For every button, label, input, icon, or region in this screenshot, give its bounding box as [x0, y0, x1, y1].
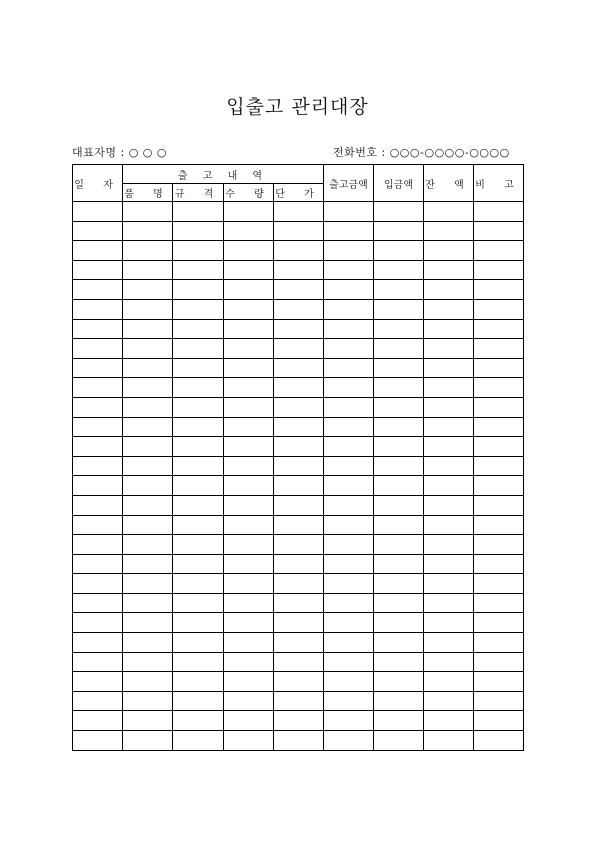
table-cell: [374, 731, 424, 751]
table-cell: [424, 260, 474, 280]
table-cell: [173, 241, 224, 261]
table-cell: [123, 260, 173, 280]
table-row: [73, 241, 524, 261]
table-cell: [374, 299, 424, 319]
table-row: [73, 397, 524, 417]
table-cell: [424, 495, 474, 515]
table-cell: [324, 574, 374, 594]
table-cell: [474, 319, 524, 339]
table-cell: [274, 495, 324, 515]
table-cell: [424, 319, 474, 339]
table-row: [73, 358, 524, 378]
table-cell: [123, 221, 173, 241]
table-cell: [424, 202, 474, 222]
table-cell: [224, 691, 274, 711]
table-cell: [73, 495, 123, 515]
header-date: 일 자: [73, 165, 123, 202]
table-cell: [274, 319, 324, 339]
table-row: [73, 437, 524, 457]
table-cell: [73, 241, 123, 261]
table-row: [73, 260, 524, 280]
table-cell: [173, 535, 224, 555]
table-cell: [123, 358, 173, 378]
table-cell: [424, 456, 474, 476]
table-cell: [224, 299, 274, 319]
table-cell: [324, 397, 374, 417]
table-cell: [374, 280, 424, 300]
table-cell: [374, 437, 424, 457]
phone-number: 전화번호 : ○○○-○○○○-○○○○: [333, 146, 510, 159]
table-cell: [324, 456, 374, 476]
table-cell: [474, 535, 524, 555]
table-cell: [73, 593, 123, 613]
table-cell: [73, 202, 123, 222]
table-cell: [123, 515, 173, 535]
table-cell: [173, 221, 224, 241]
table-cell: [73, 652, 123, 672]
table-cell: [374, 495, 424, 515]
table-cell: [73, 378, 123, 398]
table-cell: [374, 358, 424, 378]
table-cell: [474, 495, 524, 515]
table-cell: [123, 241, 173, 261]
header-outgoing-amount: 출고금액: [324, 165, 374, 202]
table-cell: [224, 554, 274, 574]
table-cell: [374, 456, 424, 476]
table-row: [73, 319, 524, 339]
table-cell: [224, 593, 274, 613]
table-cell: [424, 593, 474, 613]
table-cell: [224, 476, 274, 496]
table-row: [73, 456, 524, 476]
table-cell: [324, 613, 374, 633]
table-cell: [73, 613, 123, 633]
table-cell: [173, 319, 224, 339]
table-cell: [73, 417, 123, 437]
table-cell: [123, 652, 173, 672]
table-cell: [123, 417, 173, 437]
table-cell: [374, 652, 424, 672]
table-cell: [224, 574, 274, 594]
table-cell: [424, 535, 474, 555]
table-cell: [474, 397, 524, 417]
table-cell: [324, 202, 374, 222]
table-cell: [224, 731, 274, 751]
header-item-name: 품 명: [123, 184, 173, 202]
table-cell: [224, 417, 274, 437]
table-cell: [324, 731, 374, 751]
table-cell: [424, 417, 474, 437]
table-cell: [324, 378, 374, 398]
table-cell: [173, 691, 224, 711]
table-row: [73, 593, 524, 613]
table-cell: [374, 476, 424, 496]
table-cell: [474, 574, 524, 594]
table-cell: [374, 574, 424, 594]
table-cell: [224, 319, 274, 339]
table-cell: [173, 633, 224, 653]
table-row: [73, 574, 524, 594]
table-row: [73, 672, 524, 692]
table-cell: [123, 672, 173, 692]
table-cell: [424, 731, 474, 751]
table-cell: [474, 672, 524, 692]
table-cell: [424, 691, 474, 711]
table-cell: [374, 339, 424, 359]
table-cell: [123, 397, 173, 417]
table-cell: [123, 202, 173, 222]
table-cell: [123, 711, 173, 731]
table-cell: [73, 299, 123, 319]
table-cell: [474, 221, 524, 241]
table-cell: [173, 397, 224, 417]
table-cell: [324, 535, 374, 555]
table-cell: [274, 652, 324, 672]
table-cell: [173, 711, 224, 731]
header-spec: 규 격: [173, 184, 224, 202]
table-row: [73, 495, 524, 515]
table-cell: [474, 652, 524, 672]
table-cell: [324, 339, 374, 359]
table-cell: [424, 378, 474, 398]
table-cell: [374, 260, 424, 280]
table-cell: [224, 339, 274, 359]
table-cell: [274, 378, 324, 398]
table-cell: [274, 554, 324, 574]
table-cell: [424, 241, 474, 261]
table-cell: [424, 652, 474, 672]
table-cell: [173, 593, 224, 613]
table-cell: [424, 574, 474, 594]
table-row: [73, 731, 524, 751]
table-cell: [274, 260, 324, 280]
table-cell: [324, 319, 374, 339]
table-row: [73, 378, 524, 398]
representative-name: 대표자명 : ○ ○ ○: [72, 146, 167, 159]
table-cell: [173, 672, 224, 692]
table-cell: [474, 241, 524, 261]
table-cell: [224, 221, 274, 241]
table-cell: [274, 731, 324, 751]
table-row: [73, 280, 524, 300]
table-cell: [73, 437, 123, 457]
table-cell: [274, 339, 324, 359]
table-cell: [173, 358, 224, 378]
table-cell: [224, 633, 274, 653]
table-cell: [224, 202, 274, 222]
table-cell: [224, 495, 274, 515]
table-cell: [374, 397, 424, 417]
table-cell: [324, 299, 374, 319]
table-cell: [224, 515, 274, 535]
table-cell: [474, 299, 524, 319]
table-cell: [173, 554, 224, 574]
table-cell: [274, 633, 324, 653]
table-cell: [274, 515, 324, 535]
table-cell: [374, 241, 424, 261]
table-cell: [224, 241, 274, 261]
table-cell: [274, 202, 324, 222]
table-cell: [123, 437, 173, 457]
table-row: [73, 476, 524, 496]
table-cell: [224, 280, 274, 300]
table-cell: [374, 633, 424, 653]
table-cell: [474, 378, 524, 398]
table-cell: [274, 593, 324, 613]
table-cell: [424, 515, 474, 535]
table-cell: [123, 280, 173, 300]
table-cell: [374, 417, 424, 437]
table-cell: [424, 711, 474, 731]
table-cell: [424, 280, 474, 300]
table-cell: [424, 476, 474, 496]
table-cell: [173, 339, 224, 359]
table-cell: [274, 691, 324, 711]
table-cell: [274, 280, 324, 300]
table-cell: [73, 260, 123, 280]
table-cell: [424, 299, 474, 319]
table-cell: [224, 711, 274, 731]
table-row: [73, 535, 524, 555]
table-cell: [123, 319, 173, 339]
table-cell: [274, 221, 324, 241]
table-cell: [374, 711, 424, 731]
table-cell: [374, 202, 424, 222]
table-cell: [424, 221, 474, 241]
table-cell: [374, 672, 424, 692]
table-cell: [474, 633, 524, 653]
table-cell: [73, 633, 123, 653]
table-cell: [424, 397, 474, 417]
table-row: [73, 691, 524, 711]
table-cell: [224, 397, 274, 417]
table-cell: [73, 731, 123, 751]
table-cell: [324, 495, 374, 515]
table-cell: [274, 613, 324, 633]
table-cell: [173, 378, 224, 398]
table-cell: [374, 613, 424, 633]
table-cell: [374, 378, 424, 398]
table-cell: [474, 456, 524, 476]
table-row: [73, 202, 524, 222]
table-cell: [224, 652, 274, 672]
table-cell: [173, 417, 224, 437]
table-cell: [73, 280, 123, 300]
table-cell: [474, 260, 524, 280]
table-cell: [123, 691, 173, 711]
table-cell: [224, 378, 274, 398]
table-cell: [324, 437, 374, 457]
table-cell: [123, 593, 173, 613]
table-cell: [224, 672, 274, 692]
table-cell: [324, 476, 374, 496]
table-cell: [224, 535, 274, 555]
table-cell: [424, 672, 474, 692]
table-cell: [324, 221, 374, 241]
table-cell: [324, 652, 374, 672]
table-cell: [123, 476, 173, 496]
table-cell: [324, 711, 374, 731]
table-cell: [424, 633, 474, 653]
table-cell: [173, 613, 224, 633]
table-cell: [274, 417, 324, 437]
table-cell: [474, 417, 524, 437]
table-cell: [374, 221, 424, 241]
table-cell: [324, 554, 374, 574]
table-cell: [224, 613, 274, 633]
table-cell: [424, 358, 474, 378]
table-cell: [123, 339, 173, 359]
table-cell: [224, 456, 274, 476]
table-cell: [123, 535, 173, 555]
table-cell: [173, 260, 224, 280]
table-cell: [123, 456, 173, 476]
table-cell: [324, 515, 374, 535]
table-cell: [324, 633, 374, 653]
table-cell: [123, 299, 173, 319]
ledger-table: [72, 164, 524, 751]
table-cell: [474, 358, 524, 378]
table-cell: [324, 691, 374, 711]
table-cell: [374, 515, 424, 535]
table-cell: [474, 613, 524, 633]
table-cell: [324, 358, 374, 378]
table-cell: [274, 241, 324, 261]
table-cell: [274, 397, 324, 417]
table-cell: [324, 241, 374, 261]
table-cell: [73, 476, 123, 496]
table-cell: [274, 437, 324, 457]
table-cell: [73, 339, 123, 359]
table-cell: [73, 672, 123, 692]
table-cell: [73, 397, 123, 417]
table-cell: [274, 672, 324, 692]
header-quantity: 수 량: [224, 184, 274, 202]
table-cell: [274, 299, 324, 319]
table-row: [73, 613, 524, 633]
table-cell: [123, 574, 173, 594]
table-cell: [374, 593, 424, 613]
table-cell: [73, 456, 123, 476]
table-cell: [73, 358, 123, 378]
table-cell: [374, 554, 424, 574]
table-cell: [374, 691, 424, 711]
table-cell: [73, 515, 123, 535]
table-cell: [274, 358, 324, 378]
table-cell: [123, 495, 173, 515]
table-cell: [73, 574, 123, 594]
table-cell: [424, 339, 474, 359]
table-cell: [374, 535, 424, 555]
table-row: [73, 652, 524, 672]
header-incoming-amount: 입금액: [374, 165, 424, 202]
table-cell: [324, 672, 374, 692]
table-cell: [173, 456, 224, 476]
header-balance: 잔 액: [424, 165, 474, 202]
table-row: [73, 339, 524, 359]
table-cell: [474, 437, 524, 457]
table-cell: [274, 456, 324, 476]
table-cell: [73, 711, 123, 731]
table-row: [73, 417, 524, 437]
table-cell: [73, 691, 123, 711]
table-cell: [474, 711, 524, 731]
table-cell: [173, 476, 224, 496]
table-cell: [474, 554, 524, 574]
table-cell: [324, 260, 374, 280]
header-remarks: 비 고: [474, 165, 524, 202]
table-cell: [424, 437, 474, 457]
table-row: [73, 221, 524, 241]
table-row: [73, 515, 524, 535]
table-cell: [224, 358, 274, 378]
table-cell: [123, 731, 173, 751]
table-cell: [224, 260, 274, 280]
table-row: [73, 711, 524, 731]
table-cell: [173, 652, 224, 672]
table-cell: [123, 378, 173, 398]
table-row: [73, 299, 524, 319]
table-cell: [123, 613, 173, 633]
table-cell: [73, 535, 123, 555]
table-cell: [324, 280, 374, 300]
table-cell: [73, 554, 123, 574]
table-cell: [374, 319, 424, 339]
table-cell: [173, 731, 224, 751]
ledger-body: [73, 202, 524, 751]
table-cell: [474, 339, 524, 359]
table-cell: [173, 495, 224, 515]
table-cell: [173, 437, 224, 457]
table-row: [73, 633, 524, 653]
table-cell: [274, 476, 324, 496]
page-title: 입출고 관리대장: [226, 96, 369, 118]
table-cell: [474, 280, 524, 300]
table-cell: [73, 221, 123, 241]
table-cell: [123, 554, 173, 574]
table-cell: [424, 613, 474, 633]
header-outgoing-details: 출 고 내 역: [123, 165, 324, 184]
table-cell: [73, 319, 123, 339]
table-cell: [474, 691, 524, 711]
table-cell: [173, 515, 224, 535]
table-cell: [474, 731, 524, 751]
table-cell: [274, 711, 324, 731]
table-cell: [424, 554, 474, 574]
table-cell: [123, 633, 173, 653]
table-cell: [474, 515, 524, 535]
table-cell: [224, 437, 274, 457]
table-row: [73, 554, 524, 574]
table-cell: [173, 299, 224, 319]
table-cell: [173, 574, 224, 594]
table-cell: [324, 593, 374, 613]
table-cell: [173, 280, 224, 300]
table-cell: [274, 574, 324, 594]
table-cell: [274, 535, 324, 555]
table-cell: [474, 593, 524, 613]
table-cell: [173, 202, 224, 222]
table-cell: [324, 417, 374, 437]
header-unit-price: 단 가: [274, 184, 324, 202]
table-cell: [474, 202, 524, 222]
table-cell: [474, 476, 524, 496]
